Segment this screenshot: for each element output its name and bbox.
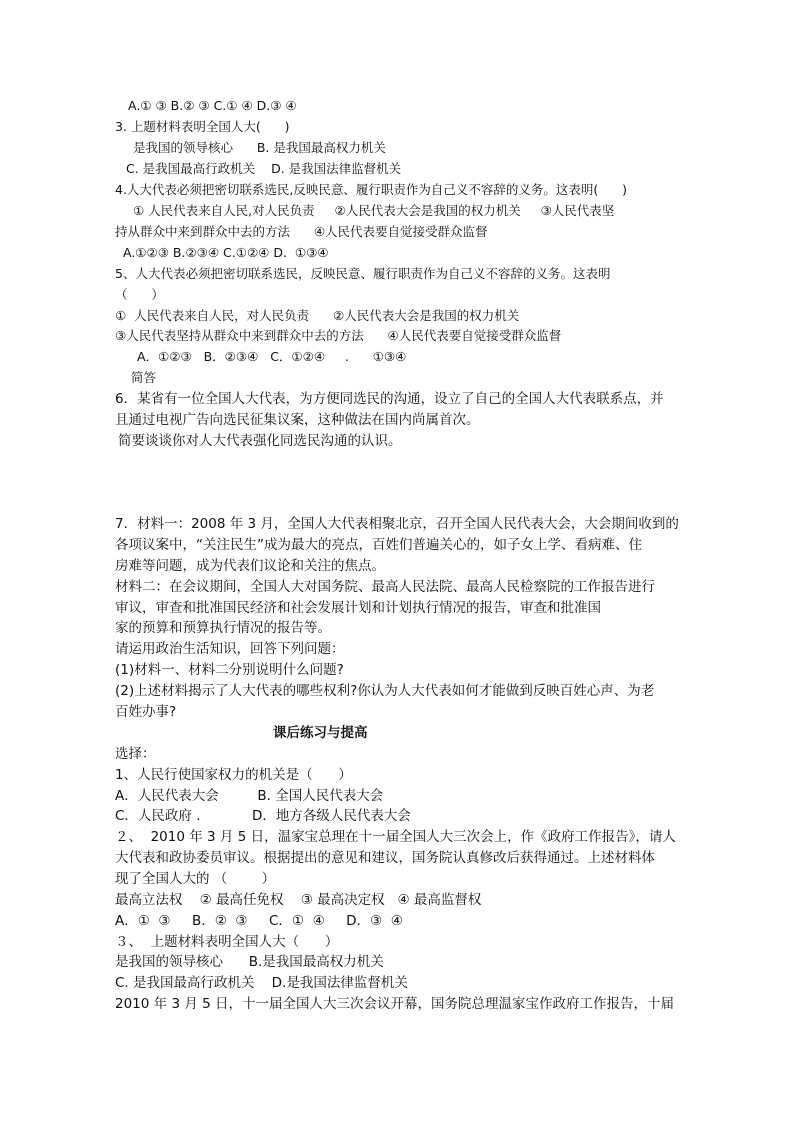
q3-options-cd: C. 是我国最高行政机关 D. 是我国法律监督机关 [126,161,402,176]
section-title: 课后练习与提高 [273,725,368,741]
q6-text-line1: 6．某省有一位全国人大代表，为方便同选民的沟通，设立了自己的全国人大代表联系点，并 [115,391,664,407]
ex1-options-ab: A．人民代表大会 B. 全国人民代表大会 [115,788,384,804]
q5-stem-bracket: （ ） [115,287,164,302]
ex3-options-ab: 是我国的领导核心 B.是我国最高权力机关 [115,954,384,970]
q7-subq2-line2: 百姓办事? [115,704,177,720]
ex1-options-cd: C．人民政府 . D．地方各级人民代表大会 [115,808,411,824]
ex2-items: 最高立法权 ② 最高任免权 ③ 最高决定权 ④ 最高监督权 [115,892,482,908]
q6-prompt: 简要谈谈你对人大代表强化同选民沟通的认识。 [118,433,402,449]
choice-label: 选择： [115,746,156,762]
q5-stem: 5、人大代表必须把密切联系选民，反映民意、履行职责作为自己义不容辞的义务。这表明 [115,266,611,281]
q4-stem: 4.人大代表必须把密切联系选民,反映民意、履行职责作为自己义不容辞的义务。这表明( ) [115,182,627,197]
ex2-stem-line1: ２、 2010 年 3 月 5 日，温家宝总理在十一届全国人大三次会上，作《政府工作报告》，请人 [115,829,676,845]
q7-subq1: (1)材料一、材料二分别说明什么问题? [115,662,344,678]
q6-text-line2: 且通过电视广告向选民征集议案，这种做法在国内尚属首次。 [115,412,480,428]
ex2-stem-line2: 大代表和政协委员审议。根据提出的意见和建议，国务院认真修改后获得通过。上述材料体 [115,850,655,866]
ex2-options: A．① ③ B．② ③ C．① ④ D．③ ④ [115,913,403,929]
q3-options-ab: 是我国的领导核心 B. 是我国最高权力机关 [133,140,386,155]
ex3-options-cd: C. 是我国最高行政机关 D.是我国法律监督机关 [115,975,408,991]
ex4-stem-line1: 2010 年 3 月 5 日，十一届全国人大三次会议开幕，国务院总理温家宝作政府工作报告，十届 [115,996,674,1012]
q7-material2-line3: 家的预算和预算执行情况的报告等。 [115,620,331,636]
q5-items-line2: ③人民代表坚持从群众中来到群众中去的方法 ④人民代表要自觉接受群众监督 [115,328,562,343]
q7-material2-line1: 材料二：在会议期间，全国人大对国务院、最高人民法院、最高人民检察院的工作报告进行 [115,579,655,595]
q3-stem: 3. 上题材料表明全国人大( ) [115,119,290,134]
q5-options: A．①②③ B．②③④ C．①②④ . ①③④ [137,349,407,364]
section-short-answer: 简答 [131,370,157,385]
q7-material2-line2: 审议，审查和批准国民经济和社会发展计划和计划执行情况的报告，审查和批准国 [115,600,601,616]
ex2-stem-line3: 现了全国人大的 （ ） [115,871,276,887]
q2-options: A.① ③ B.② ③ C.① ④ D.③ ④ [128,98,297,113]
q7-material1-line2: 各项议案中，“关注民生”成为最大的亮点，百姓们普遍关心的，如子女上学、看病难、住 [115,537,642,553]
q4-options: A.①②③ B.②③④ C.①②④ D. ①③④ [123,245,329,260]
q7-instruction: 请运用政治生活知识，回答下列问题： [115,641,345,657]
q4-items-line2: 持从群众中来到群众中去的方法 ④人民代表要自觉接受群众监督 [115,224,488,239]
ex1-stem: 1、人民行使国家权力的机关是（ ） [115,767,352,783]
ex3-stem: ３、 上题材料表明全国人大（ ） [115,934,339,950]
q7-subq2-line1: (2)上述材料揭示了人大代表的哪些权利?你认为人大代表如何才能做到反映百姓心声、为老 [115,683,655,699]
q4-items-line1: ① 人民代表来自人民,对人民负责 ②人民代表大会是我国的权力机关 ③人民代表坚 [133,203,615,218]
q7-material1-line3: 房难等问题，成为代表们议论和关注的焦点。 [115,558,385,574]
q5-items-line1: ① 人民代表来自人民，对人民负责 ②人民代表大会是我国的权力机关 [115,308,520,323]
q7-material1-line1: 7．材料一：2008 年 3 月，全国人大代表相聚北京，召开全国人民代表大会，大会期间收到的 [115,516,679,532]
